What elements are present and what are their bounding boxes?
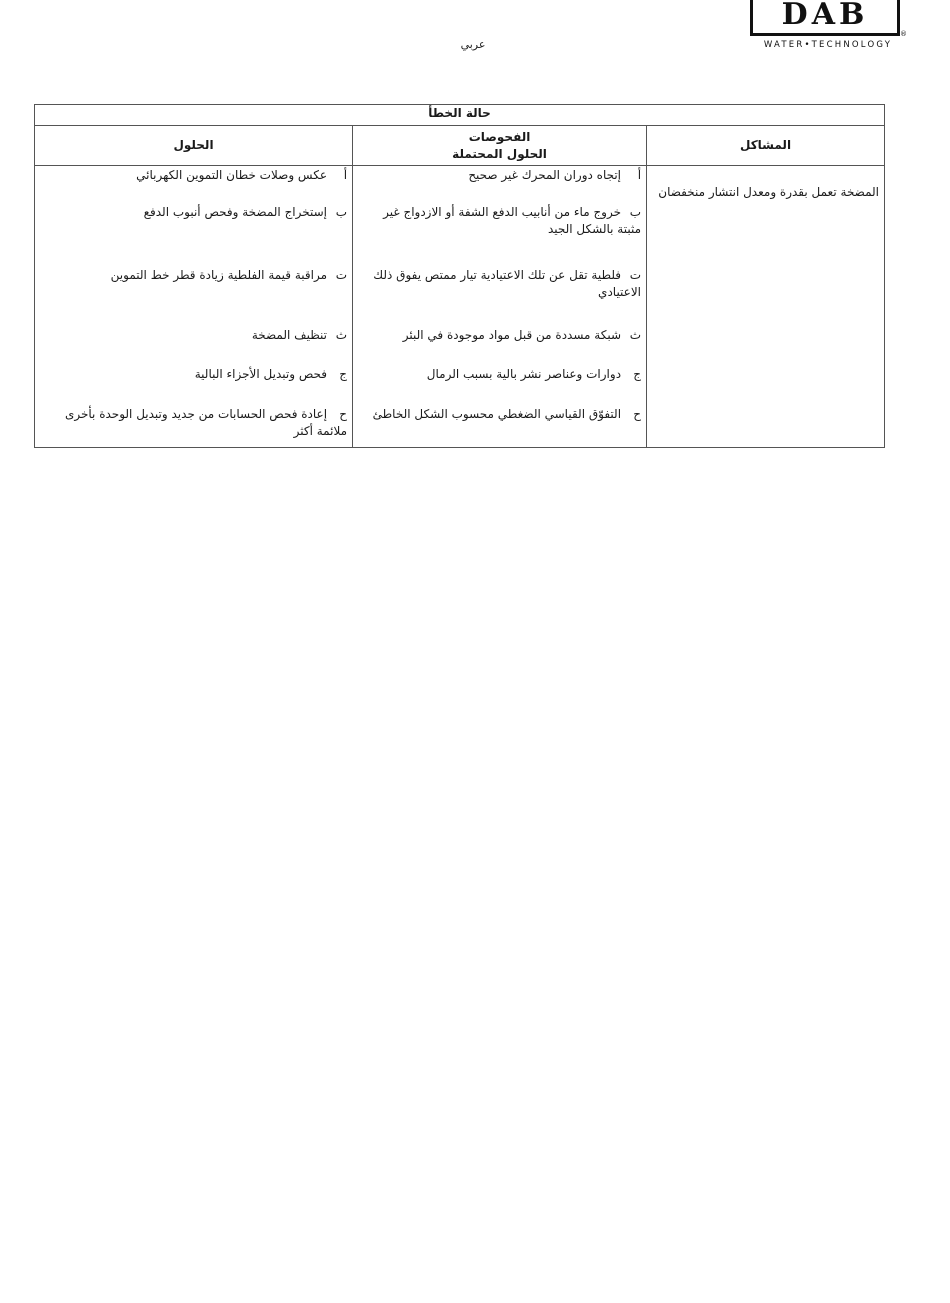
- solution-item-letter: ب: [335, 205, 348, 219]
- check-item-text: إتجاه دوران المحرك غير صحيح: [468, 168, 622, 182]
- solution-item-text: إعادة فحص الحسابات من جديد وتبديل الوحدة بأخرى ملائمة أكثر: [64, 407, 348, 438]
- logo-brand: DAB: [781, 0, 869, 32]
- solution-item: [40, 406, 347, 440]
- check-item-letter: ج: [633, 367, 642, 381]
- solution-item: [40, 167, 347, 184]
- solutions-cell: [35, 166, 353, 448]
- solution-item-letter: ج: [339, 367, 348, 381]
- check-item-text: فلطية تقل عن تلك الاعتيادية تيار ممتص يفوق ذلك الاعتيادي: [373, 268, 642, 299]
- check-item: [358, 406, 641, 423]
- solution-item-text: إستخراج المضخة وفحص أنبوب الدفع: [143, 205, 328, 219]
- check-item-letter: ث: [629, 328, 642, 342]
- solution-item-text: عكس وصلات خطان التموين الكهربائي: [136, 168, 328, 182]
- fault-table: [34, 104, 885, 448]
- solution-item-letter: ت: [335, 268, 348, 282]
- check-item: [358, 366, 641, 383]
- check-item-letter: أ: [637, 168, 642, 182]
- column-header-checks: [353, 126, 647, 166]
- check-item-text: خروج ماء من أنابيب الدفع الشفة أو الازدواج غير مثبتة بالشكل الجيد: [383, 205, 642, 236]
- check-item-letter: ت: [629, 268, 642, 282]
- dab-logo: [748, 0, 908, 52]
- solutions-list: [40, 166, 347, 447]
- problem-text: المضخة تعمل بقدرة ومعدل انتشار منخفضان: [658, 185, 880, 199]
- problem-cell: [647, 166, 885, 448]
- solution-item-letter: أ: [343, 168, 348, 182]
- checks-header-line1: الفحوصات: [468, 129, 531, 144]
- checks-cell: [353, 166, 647, 448]
- logo-tagline: WATER•TECHNOLOGY: [763, 40, 893, 50]
- logo-frame: [750, 0, 900, 36]
- solution-item-text: مراقبة قيمة الفلطية زيادة قطر خط التموين: [110, 268, 328, 282]
- check-item: [358, 327, 641, 344]
- solution-item: [40, 366, 347, 383]
- check-item: [358, 267, 641, 301]
- solution-item: [40, 267, 347, 284]
- column-header-problems: المشاكل: [647, 126, 885, 166]
- check-item-letter: ب: [629, 205, 642, 219]
- language-label: عربي: [460, 38, 486, 51]
- check-item-text: شبكة مسددة من قبل مواد موجودة في البئر: [402, 328, 622, 342]
- table-title: حالة الخطأ: [35, 105, 885, 126]
- column-header-solutions: الحلول: [35, 126, 353, 166]
- checks-header-line2: الحلول المحتملة: [452, 146, 547, 161]
- solution-item-text: فحص وتبديل الأجزاء البالية: [194, 367, 328, 381]
- solution-item-text: تنظيف المضخة: [251, 328, 328, 342]
- solution-item: [40, 204, 347, 221]
- solution-item-letter: ح: [339, 407, 348, 421]
- check-item: [358, 167, 641, 184]
- registered-mark: ®: [900, 30, 907, 38]
- solution-item-letter: ث: [335, 328, 348, 342]
- checks-list: [358, 166, 641, 447]
- check-item-text: التفوّق القياسي الضغطي محسوب الشكل الخاطئ: [372, 407, 622, 421]
- check-item: [358, 204, 641, 238]
- solution-item: [40, 327, 347, 344]
- check-item-text: دوارات وعناصر نشر بالية بسبب الرمال: [426, 367, 622, 381]
- check-item-letter: ح: [633, 407, 642, 421]
